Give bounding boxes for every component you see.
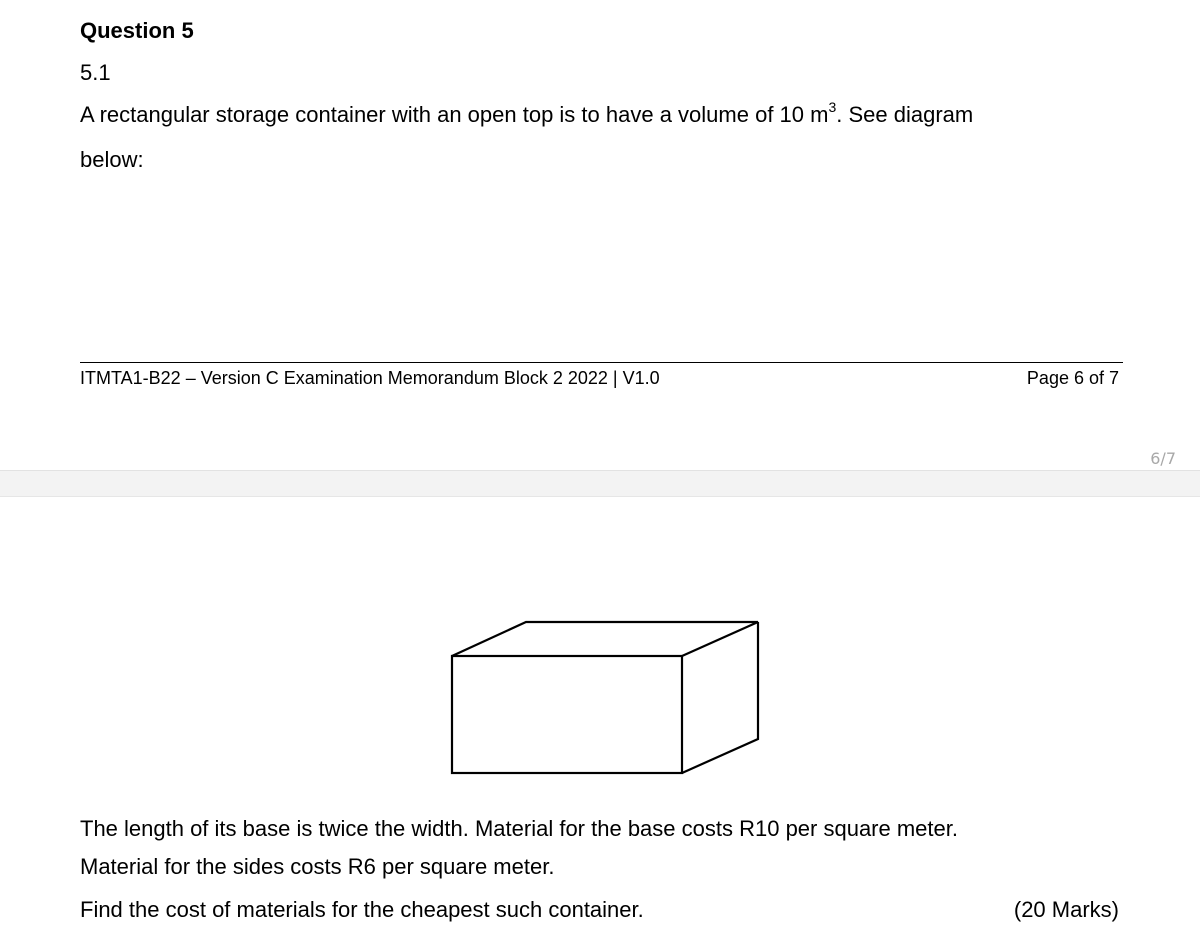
paragraph-text: A rectangular storage container with an open top is to have a volume of 10 m bbox=[80, 102, 829, 127]
superscript-exponent: 3 bbox=[828, 98, 837, 115]
question-text-line-2: Material for the sides costs R6 per square meter. bbox=[80, 854, 555, 879]
question-paragraph-line-2: below: bbox=[80, 147, 144, 172]
box-top-face bbox=[452, 622, 758, 656]
page-7 bbox=[0, 497, 1200, 937]
rectangular-box-diagram-icon bbox=[440, 607, 770, 777]
question-text-line-1: The length of its base is twice the width. Material for the base costs R10 per square meter. bbox=[80, 816, 958, 841]
footer-page-number: Page 6 of 7 bbox=[1026, 368, 1119, 388]
page-indicator: 6/7 bbox=[1150, 449, 1176, 468]
footer-divider bbox=[80, 362, 1123, 363]
paragraph-text-end: . See diagram bbox=[836, 102, 974, 127]
question-paragraph-line-1 bbox=[80, 98, 974, 128]
marks-allocation: (20 Marks) bbox=[1013, 897, 1119, 922]
question-title: Question 5 bbox=[80, 18, 194, 43]
sub-question-number: 5.1 bbox=[80, 60, 111, 85]
page-separator bbox=[0, 470, 1200, 497]
box-front-face bbox=[452, 656, 682, 773]
box-side-face bbox=[682, 622, 758, 773]
footer-document-title: ITMTA1-B22 – Version C Examination Memorandum Block 2 2022 | V1.0 bbox=[80, 368, 660, 388]
question-instruction: Find the cost of materials for the cheapest such container. bbox=[80, 897, 644, 922]
